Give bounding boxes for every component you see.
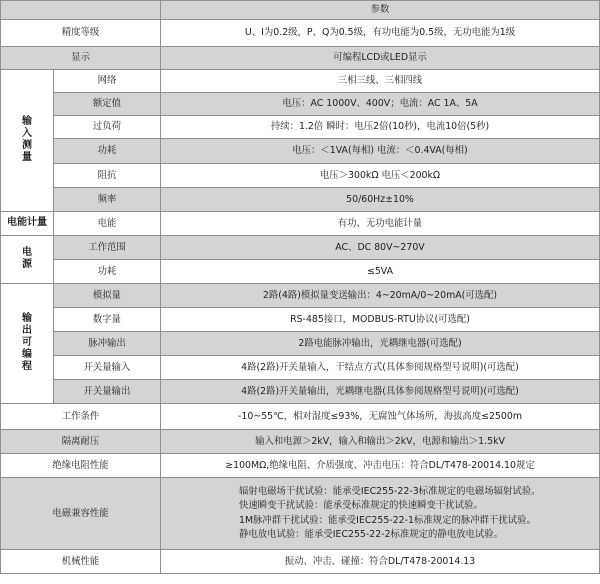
label-analog: 模拟量 [54, 284, 161, 308]
label-isolation: 隔离耐压 [1, 430, 161, 454]
label-emc: 电磁兼容性能 [1, 478, 161, 550]
value-impedance: 电压＞300kΩ 电压＜200kΩ [161, 164, 600, 188]
value-switch-out: 4路(2路)开关量输出，光耦继电器(具体参阅规格型号说明)(可选配) [161, 380, 600, 404]
value-rated: 电压：AC 1000V、400V；电流：AC 1A、5A [161, 93, 600, 116]
row-supply-range [1, 236, 600, 260]
group-output: 输出可编程 [1, 284, 54, 404]
emc-line: 辐射电磁场干扰试验：能承受IEC255-22-3标准规定的电磁场辐射试验。 [239, 486, 541, 498]
label-overload: 过负荷 [54, 116, 161, 139]
row-input-power [1, 139, 600, 164]
value-input-power: 电压：＜1VA(每相) 电流：＜0.4VA(每相) [161, 139, 600, 164]
header-blank-cell [1, 1, 161, 20]
label-supply-power: 功耗 [54, 260, 161, 284]
value-display: 可编程LCD或LED显示 [161, 47, 600, 70]
header-row [1, 1, 600, 20]
value-emc [161, 478, 600, 550]
label-rated: 额定值 [54, 93, 161, 116]
label-pulse: 脉冲输出 [54, 332, 161, 356]
row-mechanical [1, 550, 600, 574]
emc-line: 静电放电试验：能承受IEC255-22-2标准规定的静电放电试验。 [239, 528, 504, 540]
value-digital: RS-485接口，MODBUS-RTU协议(可选配) [161, 308, 600, 332]
row-frequency [1, 188, 600, 212]
row-switch-in [1, 356, 600, 380]
label-working-conditions: 工作条件 [1, 404, 161, 430]
label-digital: 数字量 [54, 308, 161, 332]
row-pulse [1, 332, 600, 356]
value-working-conditions: -10~55℃，相对湿度≤93%，无腐蚀气体场所，海拔高度≤2500m [161, 404, 600, 430]
label-switch-out: 开关量输出 [54, 380, 161, 404]
row-isolation [1, 430, 600, 454]
row-overload [1, 116, 600, 139]
value-energy: 有功、无功电能计量 [161, 212, 600, 236]
row-energy [1, 212, 600, 236]
label-display: 显示 [1, 47, 161, 70]
value-frequency: 50/60Hz±10% [161, 188, 600, 212]
row-supply-power [1, 260, 600, 284]
group-supply: 电源 [1, 236, 54, 284]
group-input-measure: 输入测量 [1, 70, 54, 212]
row-accuracy [1, 20, 600, 47]
value-supply-range: AC、DC 80V~270V [161, 236, 600, 260]
label-supply-range: 工作范围 [54, 236, 161, 260]
label-frequency: 频率 [54, 188, 161, 212]
label-insulation: 绝缘电阻性能 [1, 454, 161, 478]
row-analog [1, 284, 600, 308]
value-pulse: 2路电能脉冲输出，光耦继电器(可选配) [161, 332, 600, 356]
label-switch-in: 开关量输入 [54, 356, 161, 380]
header-param-cell: 参数 [161, 1, 600, 20]
row-rated [1, 93, 600, 116]
value-network: 三相三线、三相四线 [161, 70, 600, 93]
label-accuracy: 精度等级 [1, 20, 161, 47]
value-accuracy: U、I为0.2级，P、Q为0.5级，有功电能为0.5级，无功电能为1级 [161, 20, 600, 47]
value-supply-power: ≤5VA [161, 260, 600, 284]
row-working-conditions [1, 404, 600, 430]
value-mechanical: 振动、冲击、碰撞：符合DL/T478-20014.13 [161, 550, 600, 574]
label-input-power: 功耗 [54, 139, 161, 164]
row-digital [1, 308, 600, 332]
label-mechanical: 机械性能 [1, 550, 161, 574]
emc-line: 快速瞬变干扰试验：能承受标准规定的快速瞬变干扰试验。 [239, 500, 483, 512]
value-insulation: ≥100MΩ,绝缘电阻、介质强度、冲击电压：符合DL/T478-20014.10规定 [161, 454, 600, 478]
label-network: 网络 [54, 70, 161, 93]
label-energy: 电能 [54, 212, 161, 236]
row-insulation [1, 454, 600, 478]
row-impedance [1, 164, 600, 188]
emc-line: 1M脉冲群干扰试验：能承受IEC255-22-1标准规定的脉冲群干扰试验。 [239, 514, 536, 526]
value-overload: 持续：1.2倍 瞬时：电压2倍(10秒)，电流10倍(5秒) [161, 116, 600, 139]
row-display [1, 47, 600, 70]
group-energy: 电能计量 [1, 212, 54, 236]
row-network [1, 70, 600, 93]
label-impedance: 阻抗 [54, 164, 161, 188]
row-emc [1, 478, 600, 550]
value-analog: 2路(4路)模拟量变送输出：4~20mA/0~20mA(可选配) [161, 284, 600, 308]
value-isolation: 输入和电源＞2kV，输入和输出＞2kV，电源和输出＞1.5kV [161, 430, 600, 454]
row-switch-out [1, 380, 600, 404]
value-switch-in: 4路(2路)开关量输入，干结点方式(具体参阅规格型号说明)(可选配) [161, 356, 600, 380]
